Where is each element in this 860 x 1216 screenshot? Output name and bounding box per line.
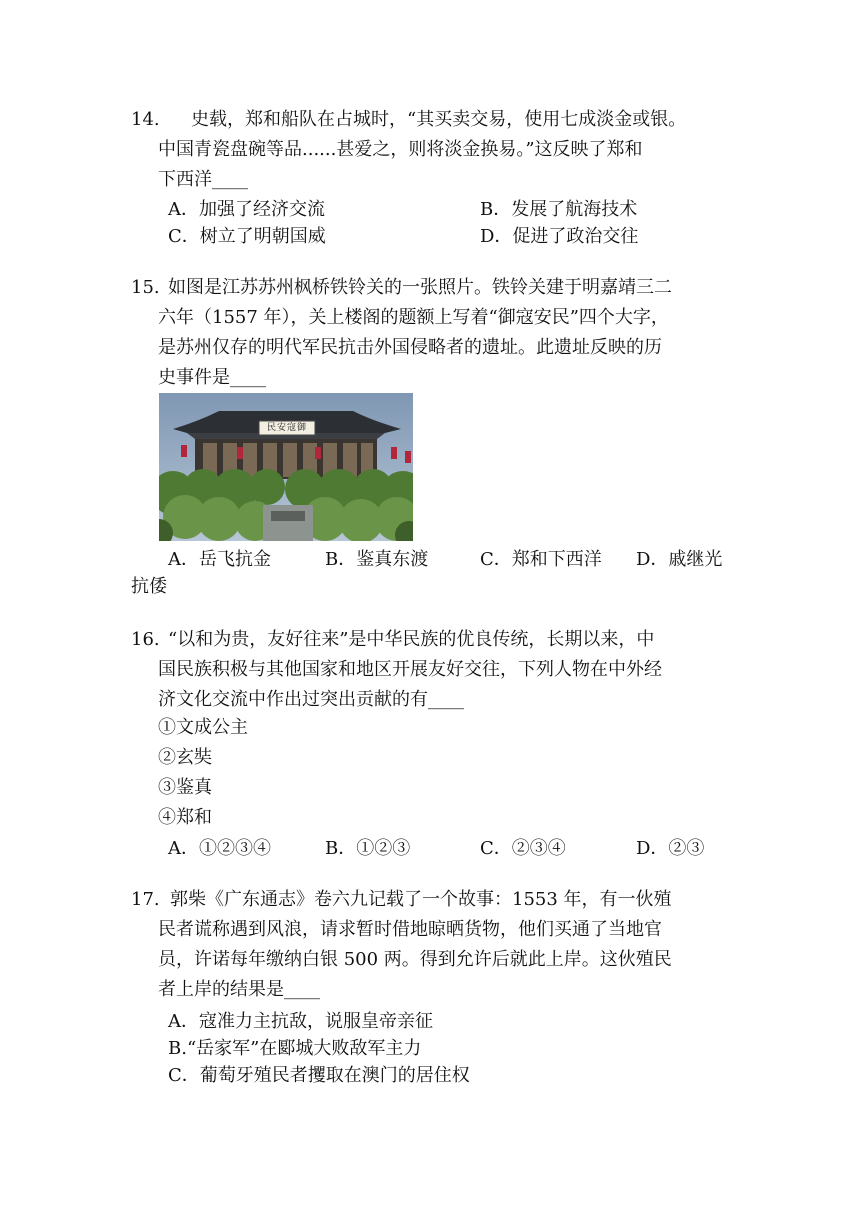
option-d: D．促进了政治交往 [480,226,639,247]
question-text-line: 济文化交流中作出过突出贡献的有____ [158,689,464,710]
question-text-line: 史载，郑和船队在占城时，“其买卖交易，使用七成淡金或银。 [191,109,687,130]
option-c: C．②③④ [480,838,566,859]
question-text-line: 下西洋____ [158,169,248,190]
option-c: C．葡萄牙殖民者攫取在澳门的居住权 [168,1065,470,1086]
question-number: 17. [131,889,160,910]
option-c: C．郑和下西洋 [480,549,602,570]
question-number: 16. [131,629,160,650]
option-a: A．寇准力主抗敌，说服皇帝亲征 [168,1011,433,1032]
tieling-gate-photo [159,393,413,541]
gate-tower-illustration [159,393,413,541]
list-item: ③鉴真 [158,777,212,798]
question-text-line: 如图是江苏苏州枫桥铁铃关的一张照片。铁铃关建于明嘉靖三二 [168,277,672,298]
question-number: 14. [131,109,160,130]
question-text-line: 民者谎称遇到风浪，请求暂时借地晾晒货物，他们买通了当地官 [158,919,662,940]
question-text-line: 是苏州仅存的明代军民抗击外国侵略者的遗址。此遗址反映的历 [158,337,662,358]
option-b: B．发展了航海技术 [480,199,638,220]
question-text-line: “以和为贵，友好往来”是中华民族的优良传统，长期以来，中 [168,629,655,650]
question-text-line: 员，许诺每年缴纳白银 500 两。得到允许后就此上岸。这伙殖民 [158,949,672,970]
option-c: C．树立了明朝国威 [168,226,326,247]
option-a: A．①②③④ [168,838,271,859]
option-b: B.“岳家军”在郾城大败敌军主力 [168,1038,422,1059]
list-item: ④郑和 [158,807,212,828]
option-d-continuation: 抗倭 [131,576,167,597]
option-b: B．鉴真东渡 [325,549,429,570]
question-text-line: 中国青瓷盘碗等品......甚爱之，则将淡金换易。”这反映了郑和 [158,139,643,160]
option-a: A．加强了经济交流 [168,199,325,220]
question-text-line: 六年（1557 年），关上楼阁的题额上写着“御寇安民”四个大字， [158,307,669,328]
question-number: 15. [131,277,160,298]
list-item: ①文成公主 [158,717,248,738]
question-text-line: 郭柴《广东通志》卷六九记载了一个故事：1553 年，有一伙殖 [170,889,672,910]
option-b: B．①②③ [325,838,411,859]
option-d: D．②③ [636,838,705,859]
gate-plaque-text: 民安寇御 [266,423,307,433]
question-text-line: 史事件是____ [158,367,266,388]
question-text-line: 国民族积极与其他国家和地区开展友好交往，下列人物在中外经 [158,659,662,680]
question-text-line: 者上岸的结果是____ [158,979,320,1000]
list-item: ②玄奘 [158,747,212,768]
option-a: A．岳飞抗金 [168,549,271,570]
option-d: D．戚继光 [636,549,723,570]
